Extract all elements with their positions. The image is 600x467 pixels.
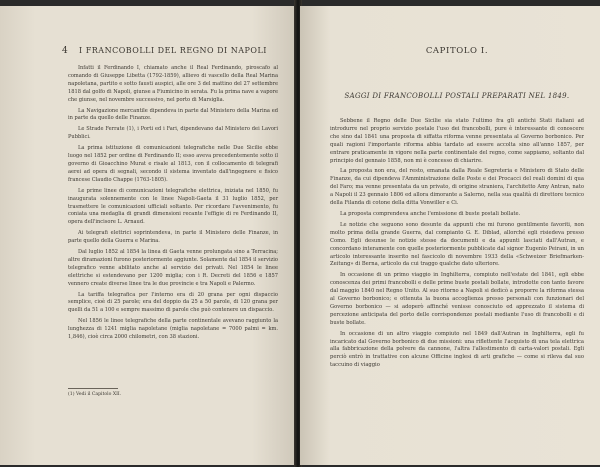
right-paragraph: Sebbene il Regno delle Due Sicilie sia stato l'ultimo fra gli antichi Stati italiani ad introdurre nel proprio servizio postale l'uso dei francobolli, pure è interessante di conoscere che sino dal 1841 una proposta di siffatta riforma venne presentata al Governo borbonico. Per quali ragioni l'importante riforma abbia tardato ad essere accolta sino all'anno 1857, per entrare praticamente in vigore nella parte continentale del regno, come sappiamo, soltanto dal principio del gennaio 1858, non mi è concesso di chiarire.: [330, 118, 584, 164]
right-paragraph: Le notizie che seguono sono desunte da appunti che mi furono gentilmente favoriti, non molto prima della grande Guerra, dal compianto G. E. Diblad, allorché egli risiedeva presso Como. Egli desunse le notizie stesse da documenti e da appunti lasciati dall'Autran, e concordano interamente con quelle posteriormente pubblicate dal signor Eugenio Peirani, in un articolo interessante inserito nel fascicolo di novembre 1933 della «Schweizer Briefmarken-Zeitung» di Berna, articolo da cui traggo qualche dato ulteriore.: [330, 221, 584, 268]
right-page: [300, 6, 600, 465]
left-page: [0, 6, 296, 465]
chapter-heading: CAPITOLO I.: [425, 46, 489, 56]
left-paragraph: Ai telegrafi elettrici soprintendeva, in parte il Ministero delle Finanze, in parte quello della Guerra e Marina.: [68, 230, 278, 245]
left-paragraph: Nel 1856 le linee telegrafiche della parte continentale avevano raggiunto la lunghezza di 1241 miglia napoletane (miglia napoletane = 7000 palmi = km. 1,846), cioè circa 2000 chilometri, con 38 stazioni.: [68, 318, 278, 341]
left-paragraph: La tariffa telegrafica per l'interno era di 20 grana per ogni dispaccio semplice, cioè di 25 parole; era del doppio da 25 a 50 parole, di 120 grana per quelli da 51 a 100 e sempre massimo di parole che può contenere un dispaccio.: [68, 291, 278, 314]
right-paragraph: In occasione di un altro viaggio compiuto nel 1849 dall'Autran in Inghilterra, egli fu incaricato dal Governo borbonico di due missioni: una riflettente l'acquisto di una tela elettrica alla fabbricazione della polvere da cannone, l'altra l'allestimento di carta-valori postali. Egli perciò entrò in trattative con alcune Officine inglesi di arti grafiche — come si rileva dal suo taccuino di viaggio: [330, 330, 584, 369]
footnote-divider: [68, 388, 118, 389]
left-paragraph: Le prime linee di comunicazioni telegrafiche elettrica, iniziata nel 1850, fu inaugurata solennemente con le linee Napoli-Gaeta il 31 luglio 1852, per trasmettere le comunicazioni ufficiali soltanto. Per ricordare l'avvenimento, fu coniata una medaglia di grandi dimensioni recante l'effigie di re Ferdinando II, opera dell'incisore L. Arnaud.: [68, 187, 278, 226]
running-head: I FRANCOBOLLI DEL REGNO DI NAPOLI: [79, 46, 267, 55]
page-number: 4: [62, 46, 69, 56]
right-paragraph: La proposta non era, del resto, emanata dalla Reale Segreteria e Ministero di Stato delle Finanze, da cui dipendeva l'Amministrazione delle Poste e dei Procacci del reali domini di qua del Faro; ma venne presentata da un privato, di origine straniera, l'architetto Amy Antran, nato a Napoli il 23 gennaio 1806 ed allora dimorante a Salerno, nella sua qualità di direttore tecnico della Filanda di cotone della ditta Vonwiller e Ci.: [330, 168, 584, 207]
left-paragraph: La prima istituzione di comunicazioni telegrafiche nelle Due Sicilie ebbe luogo nel 1852 per ordine di Ferdinando II; esso aveva precedentemente sotto il governo di Gioacchino Murat e risale al 1813, con il collocamento di telegrafi aerei ad opera di segnali, secondo il sistema inventato dall'ingegnere e fisico francese Claudio Chappe (1763-1805).: [68, 145, 278, 183]
section-title: SAGGI DI FRANCOBOLLI POSTALI PREPARATI NEL 1849.: [344, 92, 570, 100]
right-paragraph: La proposta comprendeva anche l'emissione di buste postali bollate.: [340, 210, 521, 217]
left-paragraph: La Navigazione mercantile dipendeva in parte dal Ministero della Marina ed in parte da quello delle Finanze.: [68, 107, 278, 122]
left-paragraph: Infatti il Ferdinando I, chiamato anche il Real Ferdinando, piroscafo al comando di Giuseppe Libetta (1792-1859), allievo di vascello della Real Marina napoletana, partito e sotto fausti auspici, alle ore 3 del mattino del 27 settembre 1818 dal golfo di Napoli, giunse a Fiumicino in serata. Fu la prima nave a vapore che giunse, nel novembre successivo, nel porto di Marsiglia.: [68, 65, 278, 103]
footnote: (1) Vedi il Capitolo XII.: [68, 392, 122, 397]
left-paragraph: Le Strade Ferrate (1), i Porti ed i Fari, dipendevano dal Ministero dei Lavori Pubblici.: [68, 126, 278, 141]
right-paragraph: In occasione di un primo viaggio in Inghilterra, compiuto nell'estate del 1841, egli ebbe conoscenza dei primi francobolli e delle prime buste postali bollate, introdotte con tanto favore dal maggio 1840 nel Regno Unito. Al suo ritorno a Napoli si dedicò a proporre la riforma stessa al Governo borbonico; e ottenuta la buona accoglienza presso personali con funzionari del Governo borbonico — si adoperò affinché venisse conosciuto ed apprezzato il sistema di percezione anticipata del porto delle corrispondenze postali mediante l'uso di francobolli e di buste bollate.: [330, 272, 584, 326]
left-paragraph: Dal luglio 1852 al 1854 la linea di Gaeta venne prolungata sino a Terracina; altre diramazioni furono posteriormente aggiunte. Solamente dal 1854 il servizio telegrafico venne abilitato anche al servizio dei privati. Nel 1854 le linee elettriche si estendevano per 1200 miglia; con i R. Decreti del 1856 e 1857 vennero create diverse linee tra le due provincie e tra Napoli e Palermo.: [68, 249, 278, 287]
left-page-header: [62, 46, 278, 56]
